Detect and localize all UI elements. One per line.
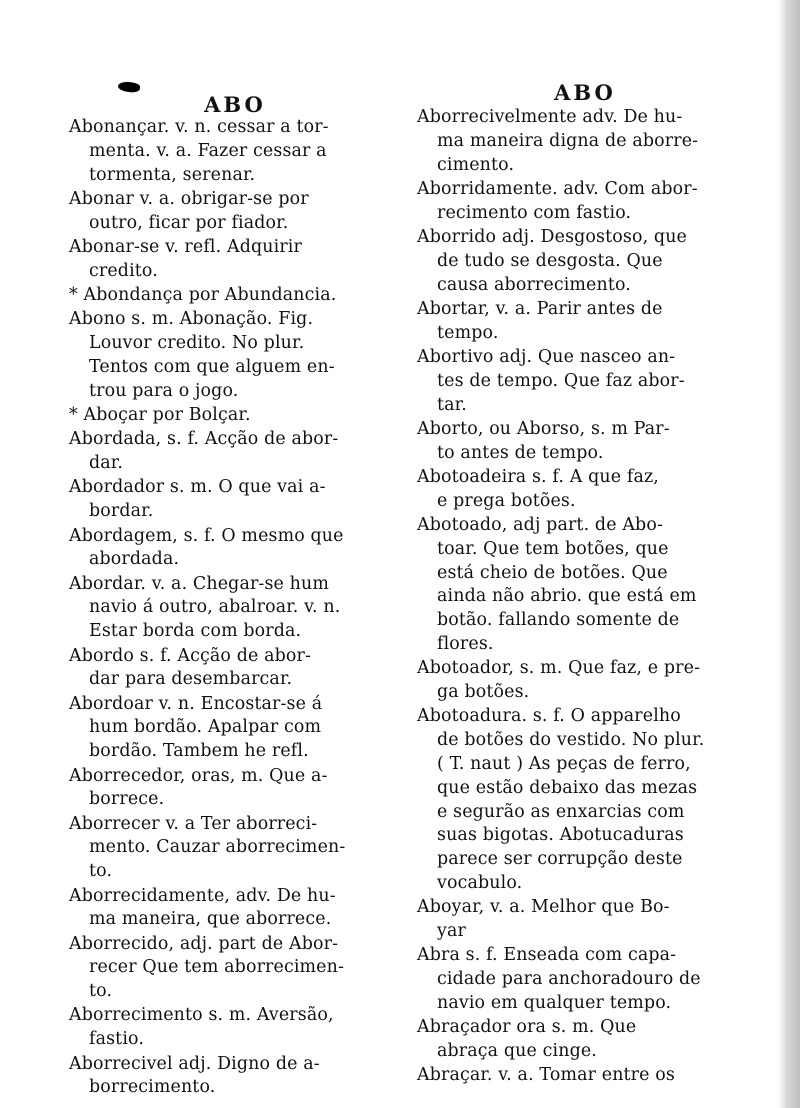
entry-line: navio em qualquer tempo. [437,992,672,1013]
dictionary-entry [70,308,405,403]
entry-line: Abotoadura. s. f. O apparelho [417,706,681,727]
entry-line: * Abondança por Abundancia. [69,285,337,306]
entry-line: e prega botões. [437,490,576,511]
dictionary-entry [418,1064,768,1088]
entry-line: Abordo s. f. Acção de abor- [69,645,312,666]
entry-line: yar [437,921,466,942]
entry-line: Aborrecer v. a Ter aborreci- [69,813,318,834]
dictionary-entry [70,404,405,428]
entry-line: borrecimento. [89,1077,216,1098]
entry-line: Abordagem, s. f. O mesmo que [69,525,344,546]
entry-line: outro, ficar por fiador. [89,212,289,233]
entry-line: ga botões. [437,682,530,703]
entry-line: Louvor credito. No plur. [89,333,305,354]
page-edge-shadow [778,0,800,1108]
entry-line: recer Que tem aborrecimen- [89,957,345,978]
entry-line: Abotoador, s. m. Que faz, e pre- [417,658,701,679]
entry-line: Abordar. v. a. Chegar-se hum [69,573,329,594]
entry-line: Aborrecivelmente adv. De hu- [417,107,683,127]
entry-line: vocabulo. [437,873,523,893]
dictionary-entry [70,236,405,284]
entry-line: Abotoadeira s. f. A que faz, [417,466,659,487]
entry-line: Aborto, ou Aborso, s. m Par- [417,418,670,439]
entry-line: tormenta, serenar. [89,164,256,185]
entry-line: Abortivo adj. Que nasceo an- [417,346,676,367]
dictionary-entry [418,944,768,1015]
entry-line: Abraçar. v. a. Tomar entre os [417,1065,675,1086]
entry-line: dar para desembarcar. [89,669,293,690]
dictionary-entry [70,933,405,1004]
ink-blot-mark [117,81,140,94]
dictionary-entry [70,645,405,693]
entry-line: ma maneira digna de aborre- [437,130,699,151]
dictionary-entry [70,813,405,884]
entry-line: Abonançar. v. n. cessar a tor- [69,117,329,137]
right-column-header: ABO [554,80,616,105]
entry-line: cidade para anchoradouro de [437,969,701,990]
entry-line: está cheio de botões. Que [437,562,668,583]
dictionary-entry [70,476,405,524]
entry-line: trou para o jogo. [89,380,239,401]
dictionary-entry [418,657,768,705]
entry-line: * Aboçar por Bolçar. [69,405,251,426]
entry-line: toar. Que tem botões, que [437,538,669,559]
right-column [418,106,768,1089]
dictionary-entry [418,226,768,297]
dictionary-entry [70,1004,405,1052]
entry-line: bordar. [89,501,154,522]
entry-line: suas bigotas. Abotucaduras [437,825,684,846]
left-column [70,116,405,1101]
entry-line: causa aborrecimento. [437,274,631,295]
dictionary-entry [70,885,405,933]
entry-line: tar. [437,394,467,415]
entry-line: de botões do vestido. No plur. [437,730,705,751]
dictionary-entry [418,346,768,417]
entry-line: Abono s. m. Abonação. Fig. [69,309,314,330]
entry-line: Abonar v. a. obrigar-se por [69,188,309,209]
entry-line: Abordada, s. f. Acção de abor- [69,429,339,450]
dictionary-entry [418,514,768,657]
dictionary-entry [70,525,405,573]
entry-line: Aborrido adj. Desgostoso, que [417,226,687,247]
dictionary-entry [70,428,405,476]
dictionary-entry [70,284,405,308]
entry-line: Abotoado, adj part. de Abo- [417,515,663,536]
dictionary-entry [418,106,768,177]
entry-line: credito. [89,260,158,281]
entry-line: Abordador s. m. O que vai a- [69,477,326,498]
entry-line: dar. [89,453,124,474]
entry-line: menta. v. a. Fazer cessar a [89,140,327,161]
dictionary-entry [70,765,405,813]
entry-line: bordão. Tambem he refl. [89,741,309,762]
entry-line: abraça que cinge. [437,1041,597,1062]
entry-line: e segurão as enxarcias com [437,801,685,822]
left-column-header: ABO [204,92,266,117]
entry-line: tempo. [437,322,499,343]
entry-line: ainda não abrio. que está em [437,586,697,607]
dictionary-entry [418,178,768,226]
entry-line: Aborrecido, adj. part de Abor- [69,933,339,954]
entry-line: que estão debaixo das mezas [437,777,698,798]
entry-line: to. [89,981,113,1002]
dictionary-entry [418,705,768,895]
entry-line: Abraçador ora s. m. Que [417,1017,637,1038]
entry-line: borrece. [89,789,165,810]
entry-line: Abordoar v. n. Encostar-se á [69,693,323,714]
entry-line: hum bordão. Apalpar com [89,717,322,738]
entry-line: recimento com fastio. [437,202,632,223]
dictionary-entry [418,466,768,514]
entry-line: Aborridamente. adv. Com abor- [417,178,698,199]
entry-line: botão. fallando somente de [437,610,680,631]
entry-line: parece ser corrupção deste [437,849,683,870]
dictionary-entry [70,573,405,644]
entry-line: Aborrecimento s. m. Aversão, [69,1005,334,1026]
entry-line: Abortar, v. a. Parir antes de [417,298,663,319]
entry-line: Aborrecivel adj. Digno de a- [69,1053,320,1074]
entry-line: flores. [437,634,494,655]
entry-line: ( T. naut ) As peças de ferro, [437,754,691,775]
dictionary-entry [70,693,405,764]
entry-line: abordada. [89,549,180,570]
entry-line: tes de tempo. Que faz abor- [437,370,685,391]
entry-line: cimento. [437,154,515,175]
entry-line: de tudo se desgosta. Que [437,250,663,271]
entry-line: Abra s. f. Enseada com capa- [417,945,677,966]
dictionary-entry [70,188,405,236]
entry-line: Aboyar, v. a. Melhor que Bo- [417,897,670,918]
entry-line: to. [89,861,113,882]
dictionary-entry [418,896,768,944]
entry-line: ma maneira, que aborrece. [89,909,332,930]
dictionary-entry [70,1053,405,1101]
entry-line: Estar borda com borda. [89,621,302,642]
entry-line: Abonar-se v. refl. Adquirir [69,236,302,257]
entry-line: mento. Cauzar aborrecimen- [89,837,346,858]
dictionary-entry [418,418,768,466]
entry-line: to antes de tempo. [437,442,604,463]
entry-line: navio á outro, abalroar. v. n. [89,597,341,618]
entry-line: fastio. [89,1029,145,1050]
dictionary-entry [418,298,768,346]
dictionary-entry [418,1016,768,1064]
entry-line: Aborrecidamente, adv. De hu- [69,885,336,906]
entry-line: Aborrecedor, oras, m. Que a- [69,765,328,786]
dictionary-entry [70,116,405,187]
entry-line: Tentos com que alguem en- [89,356,335,377]
